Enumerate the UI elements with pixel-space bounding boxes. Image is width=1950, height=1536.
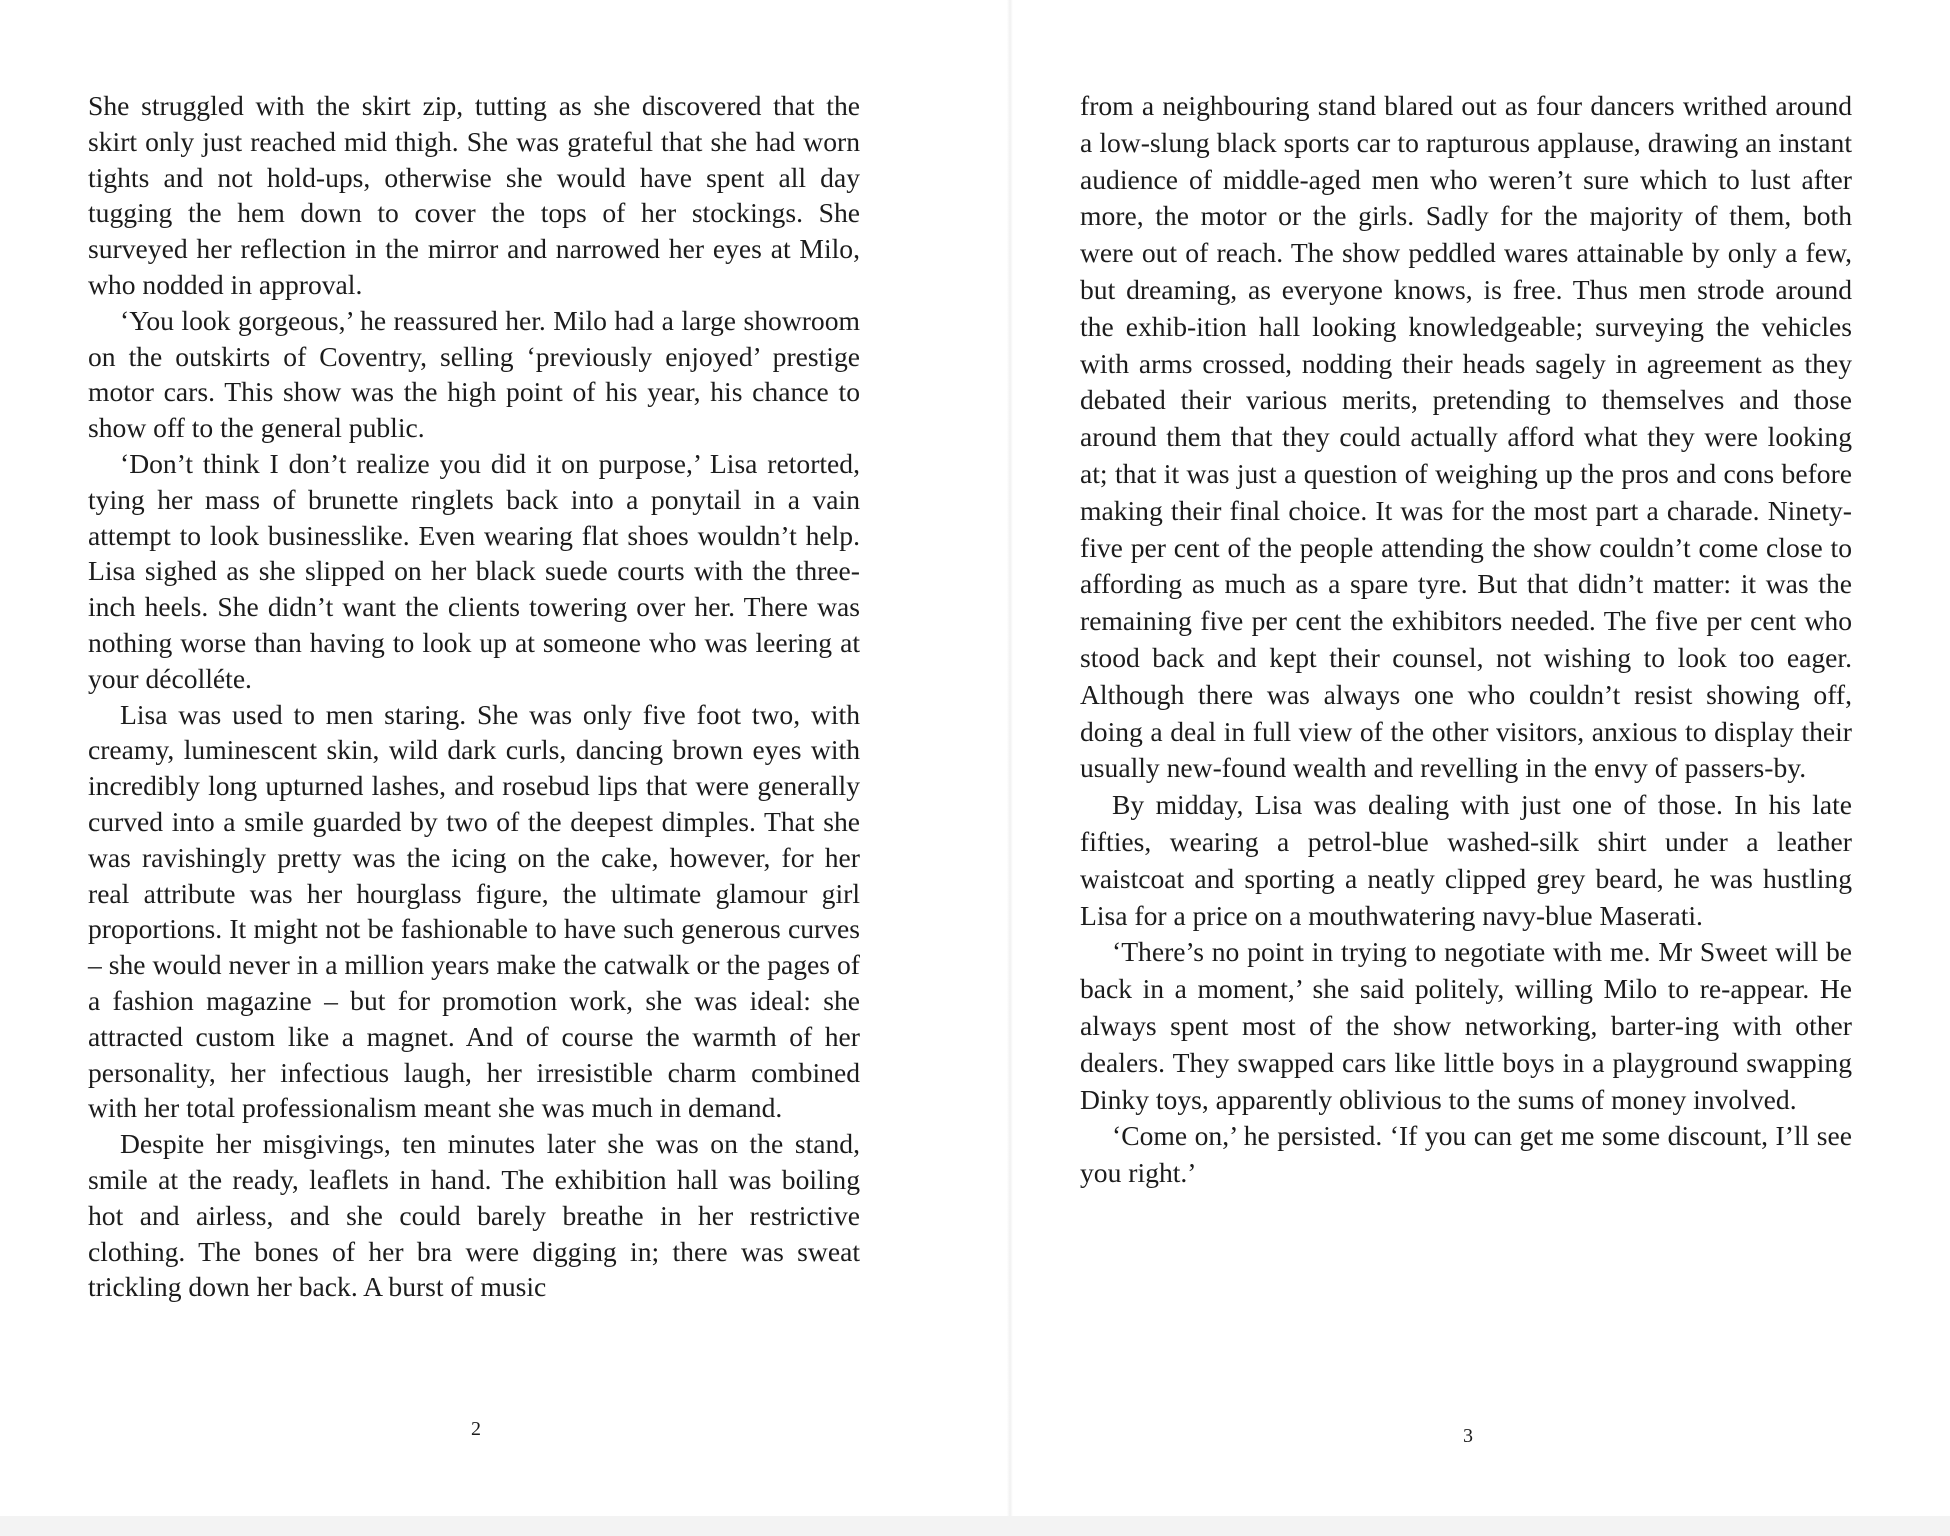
left-page-text	[88, 88, 860, 1305]
right-page-text	[1080, 88, 1852, 1192]
page-gutter	[1007, 0, 1013, 1536]
paragraph: By midday, Lisa was dealing with just one of those. In his late fifties, wearing a petrol-blue washed-silk shirt under a leather waistcoat and sporting a neatly clipped grey beard, he was hustling Lisa for a price on a mouthwatering navy-blue Maserati.	[1080, 789, 1852, 931]
paragraph: from a neighbouring stand blared out as four dancers writhed around a low-slung black sports car to rapturous applause, drawing an instant audience of middle-aged men who weren’t sure which to lust after more, the motor or the girls. Sadly for the majority of them, both were out of reach. The show peddled wares attainable by only a few, but dreaming, as everyone knows, is free. Thus men strode around the exhib-ition hall looking knowledgeable; surveying the vehicles with arms crossed, nodding their heads sagely in agreement as they debated their various merits, pretending to themselves and those around them that they could actually afford what they were looking at; that it was just a question of weighing up the pros and cons before making their final choice. It was for the most part a charade. Ninety-five per cent of the people attending the show couldn’t come close to affording as much as a spare tyre. But that didn’t matter: it was the remaining five per cent the exhibitors needed. The five per cent who stood back and kept their counsel, not wishing to look too eager. Although there was always one who couldn’t resist showing off, doing a deal in full view of the other visitors, anxious to display their usually new-found wealth and revelling in the envy of passers-by.	[1080, 90, 1852, 784]
paragraph: Despite her misgivings, ten minutes later she was on the stand, smile at the ready, leaflets in hand. The exhibition hall was boiling hot and airless, and she could barely breathe in her restrictive clothing. The bones of her bra were digging in; there was sweat trickling down her back. A burst of music	[88, 1128, 860, 1303]
page-number-left: 2	[471, 1418, 481, 1440]
scan-edge	[0, 1516, 1950, 1536]
paragraph: She struggled with the skirt zip, tutting as she discovered that the skirt only just reached mid thigh. She was grateful that she had worn tights and not hold-ups, otherwise she would have spent all day tugging the hem down to cover the tops of her stockings. She surveyed her reflection in the mirror and narrowed her eyes at Milo, who nodded in approval.	[88, 90, 860, 300]
paragraph: ‘Come on,’ he persisted. ‘If you can get me some discount, I’ll see you right.’	[1080, 1120, 1852, 1189]
paragraph: Lisa was used to men staring. She was only five foot two, with creamy, luminescent skin, wild dark curls, dancing brown eyes with incredibly long upturned lashes, and rosebud lips that were generally curved into a smile guarded by two of the deepest dimples. That she was ravishingly pretty was the icing on the cake, however, for her real attribute was her hourglass figure, the ultimate glamour girl proportions. It might not be fashionable to have such generous curves – she would never in a million years make the catwalk or the pages of a fashion magazine – but for promotion work, she was ideal: she attracted custom like a magnet. And of course the warmth of her personality, her infectious laugh, her irresistible charm combined with her total professionalism meant she was much in demand.	[88, 698, 860, 1124]
paragraph: ‘Don’t think I don’t realize you did it on purpose,’ Lisa retorted, tying her mass of brunette ringlets back into a ponytail in a vain attempt to look businesslike. Even wearing flat shoes wouldn’t help. Lisa sighed as she slipped on her black suede courts with the three-inch heels. She didn’t want the clients towering over her. There was nothing worse than having to look up at someone who was leering at your décolléte.	[88, 447, 860, 694]
paragraph: ‘There’s no point in trying to negotiate with me. Mr Sweet will be back in a moment,’ she said politely, willing Milo to re-appear. He always spent most of the show networking, barter-ing with other dealers. They swapped cars like little boys in a playground swapping Dinky toys, apparently oblivious to the sums of money involved.	[1080, 936, 1852, 1115]
paragraph: ‘You look gorgeous,’ he reassured her. Milo had a large showroom on the outskirts of Coventry, selling ‘previously enjoyed’ prestige motor cars. This show was the high point of his year, his chance to show off to the general public.	[88, 304, 860, 444]
page-number-right: 3	[1463, 1425, 1473, 1447]
